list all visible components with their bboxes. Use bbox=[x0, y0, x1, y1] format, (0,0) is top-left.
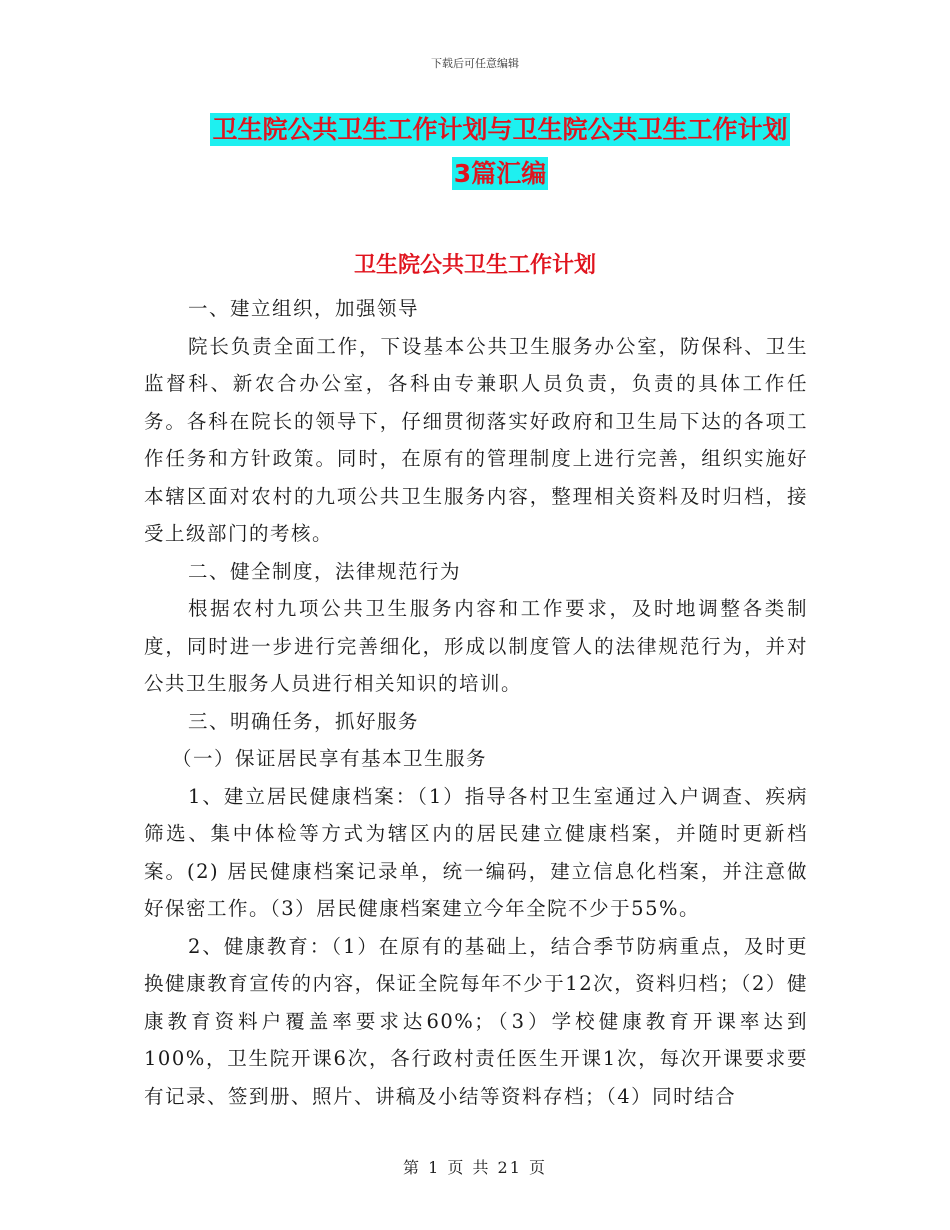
subheading-3-1: （一）保证居民享有基本卫生服务 bbox=[172, 747, 488, 770]
paragraph-3: 1、建立居民健康档案：（1）指导各村卫生室通过入户调查、疾病筛选、集中体检等方式为辖区内的居民建立健康档案，并随时更新档案。(2) 居民健康档案记录单，统一编码，建立信息化档案，并注意做好保密工作。（3）居民健康档案建立今年全院不少于55%。 bbox=[144, 784, 808, 920]
heading-2: 二、健全制度，法律规范行为 bbox=[188, 559, 462, 583]
document-title-line1: 卫生院公共卫生工作计划与卫生院公共卫生工作计划 bbox=[212, 115, 788, 144]
header-note: 下载后可任意编辑 bbox=[431, 57, 519, 70]
document-title-line2: 3篇汇编 bbox=[453, 159, 547, 188]
paragraph-2: 根据农村九项公共卫生服务内容和工作要求，及时地调整各类制度，同时进一步进行完善细化，形成以制度管人的法律规范行为，并对公共卫生服务人员进行相关知识的培训。 bbox=[144, 597, 808, 695]
document-title bbox=[140, 108, 860, 196]
paragraph-1: 院长负责全面工作，下设基本公共卫生服务办公室，防保科、卫生监督科、新农合办公室，各科由专兼职人员负责，负责的具体工作任务。各科在院长的领导下，仔细贯彻落实好政府和卫生局下达的各项工作任务和方针政策。同时，在原有的管理制度上进行完善，组织实施好本辖区面对农村的九项公共卫生服务内容，整理相关资料及时归档，接受上级部门的考核。 bbox=[144, 334, 808, 545]
page-footer: 第 1 页 共 21 页 bbox=[403, 1158, 547, 1177]
paragraph-4: 2、健康教育：（1）在原有的基础上，结合季节防病重点，及时更换健康教育宣传的内容，保证全院每年不少于12次，资料归档；（2）健康教育资料户覆盖率要求达60%；（3）学校健康教育开课率达到100%，卫生院开课6次，各行政村责任医生开课1次，每次开课要求要有记录、签到册、照片、讲稿及小结等资料存档；（4）同时结合 bbox=[144, 934, 808, 1108]
body-text bbox=[144, 290, 808, 1115]
section-title: 卫生院公共卫生工作计划 bbox=[353, 253, 596, 278]
heading-3: 三、明确任务，抓好服务 bbox=[188, 709, 420, 733]
heading-1: 一、建立组织，加强领导 bbox=[188, 297, 420, 320]
